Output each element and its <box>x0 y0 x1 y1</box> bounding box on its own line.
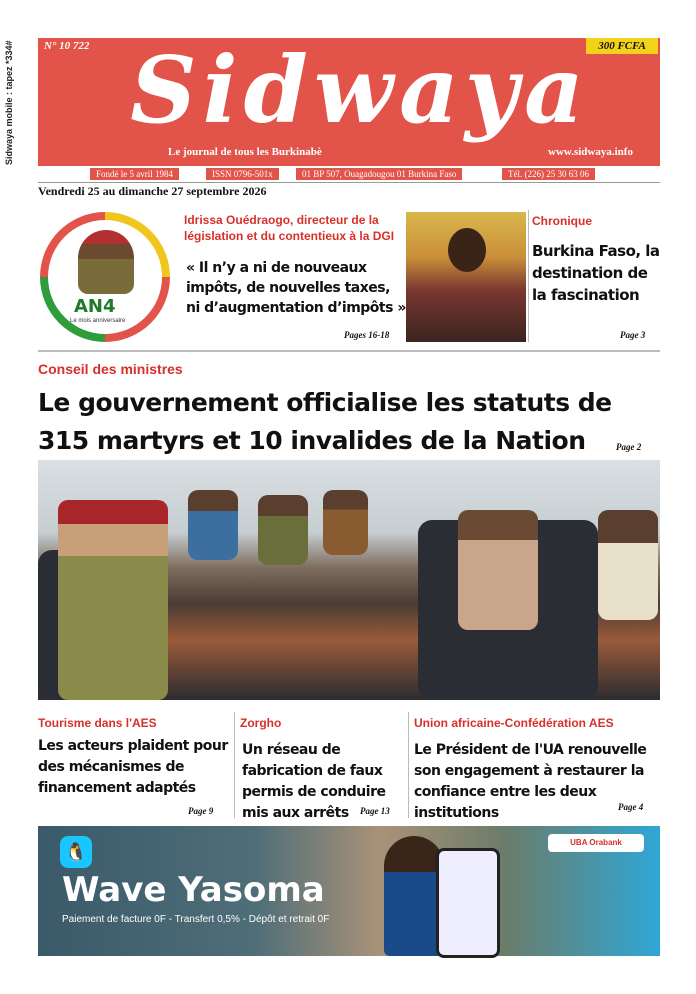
story-headline[interactable]: Les acteurs plaident pour des mécanismes de financement adaptés <box>38 738 228 796</box>
person <box>58 500 168 700</box>
council-meeting-photo <box>38 460 660 700</box>
page-reference: Page 4 <box>618 802 644 812</box>
person <box>258 495 308 565</box>
bank-logos: UBA Orabank <box>548 834 644 852</box>
person <box>458 510 538 630</box>
ad-title: Wave Yasoma <box>62 870 325 910</box>
an4-portrait <box>78 230 134 294</box>
tagline: Le journal de tous les Burkinabè <box>168 146 322 158</box>
story-kicker: Chronique <box>532 214 592 228</box>
website-link[interactable]: www.sidwaya.info <box>548 146 633 158</box>
person <box>188 490 238 560</box>
main-story-kicker: Conseil des ministres <box>38 361 183 377</box>
story-kicker: Tourisme dans l'AES <box>38 716 157 730</box>
address-info: 01 BP 507, Ouagadougou 01 Burkina Faso <box>296 168 462 180</box>
page-reference: Page 13 <box>360 806 390 816</box>
ad-model <box>384 836 444 956</box>
story-kicker: Zorgho <box>240 716 282 730</box>
column-divider <box>234 712 235 818</box>
ad-subtitle: Paiement de facture 0F - Transfert 0,5% - Dépôt et retrait 0F <box>62 914 330 925</box>
page-reference: Page 9 <box>188 806 214 816</box>
ad-phone <box>436 848 500 958</box>
section-divider <box>38 350 660 352</box>
story-headline[interactable]: Burkina Faso, la destination de la fascination <box>532 242 660 304</box>
column-divider <box>408 712 409 818</box>
page-reference: Page 2 <box>616 442 642 452</box>
page-reference: Page 3 <box>620 330 646 340</box>
side-mobile-text: Sidwaya mobile : tapez *334# <box>4 40 14 165</box>
an4-subtitle: Le mois anniversaire <box>70 318 126 324</box>
story-kicker: Idrissa Ouédraogo, directeur de la législation et du contentieux à la DGI <box>184 213 395 243</box>
phone-info: Tél. (226) 25 30 63 06 <box>502 168 595 180</box>
price-badge: 300 FCFA <box>586 38 658 54</box>
founded-info: Fondé le 5 avril 1984 <box>90 168 179 180</box>
issue-number: N° 10 722 <box>44 40 90 52</box>
edition-date: Vendredi 25 au dimanche 27 septembre 2026 <box>38 184 267 198</box>
person <box>323 490 368 555</box>
column-divider <box>528 210 529 342</box>
story-headline[interactable]: Le Président de l'UA renouvelle son engagement à restaurer la confiance entre les deux institutions <box>414 742 647 821</box>
main-story-headline[interactable]: Le gouvernement officialise les statuts de 315 martyrs et 10 invalides de la Nation <box>38 388 612 455</box>
person <box>598 510 658 620</box>
interview-photo-face <box>448 228 486 272</box>
story-headline[interactable]: Un réseau de fabrication de faux permis de conduire mis aux arrêts <box>242 742 386 821</box>
page-reference: Pages 16-18 <box>344 330 390 340</box>
story-headline[interactable]: « Il n’y a ni de nouveaux impôts, de nouvelles taxes, ni d’augmentation d’impôts » <box>186 260 406 316</box>
newspaper-logo: Sidwaya <box>130 36 590 144</box>
penguin-icon: 🐧 <box>60 836 92 868</box>
story-kicker: Union africaine-Confédération AES <box>414 716 614 730</box>
an4-logo: AN4 <box>74 296 116 317</box>
issn-info: ISSN 0796-501x <box>206 168 279 180</box>
